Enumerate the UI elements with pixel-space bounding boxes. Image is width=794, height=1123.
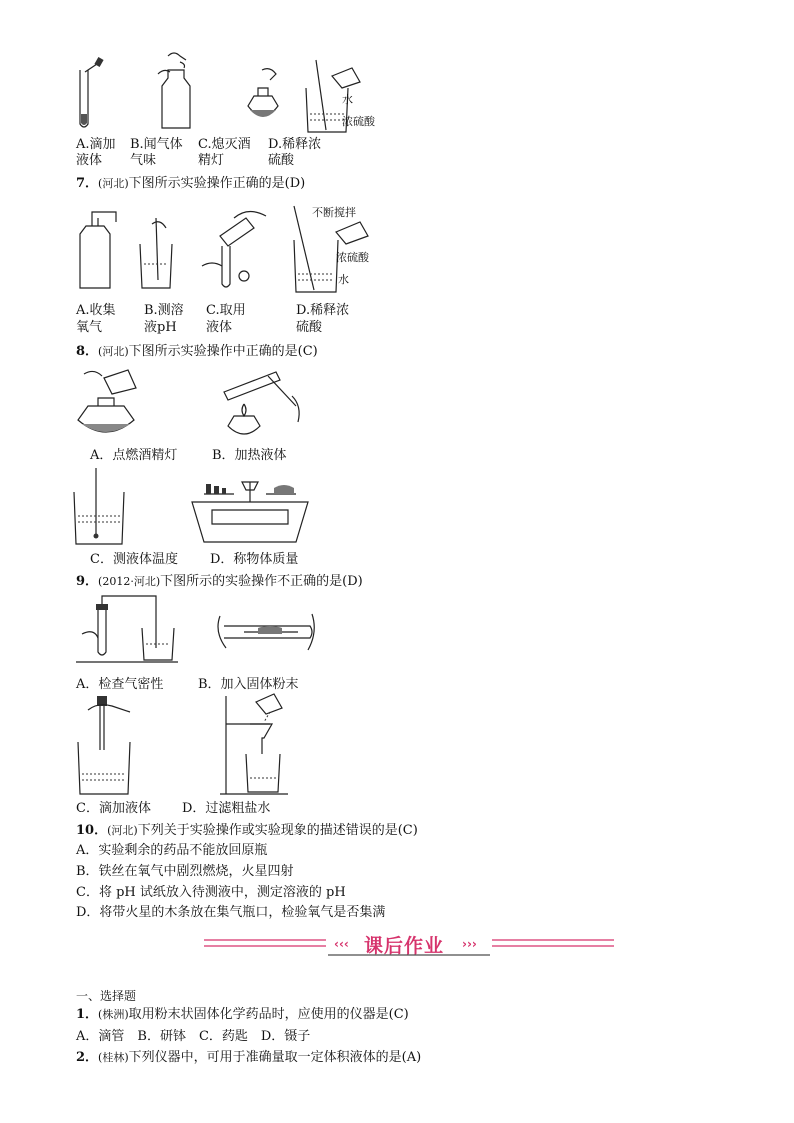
hw-question-1-options: A．滴管 B．研钵 C．药匙 D．镊子 [76, 1029, 311, 1044]
q7-figure-c-take-liquid [198, 206, 276, 292]
hw-question-1 [76, 1007, 409, 1023]
question-7-stem: 下图所示实验操作正确的是(D) [128, 176, 306, 191]
q10-option-c: C．将 pH 试纸放入待测液中，测定溶液的 pH [76, 885, 346, 900]
banner-title: 课后作业 [364, 935, 445, 957]
question-9-source: (2012·河北) [98, 575, 161, 588]
q9-option-b: B．加入固体粉末 [198, 677, 299, 692]
q9-option-c: C．滴加液体 [76, 801, 151, 816]
q7-label-acid: 浓硫酸 [336, 251, 369, 264]
q6-option-c-line2: 精灯 [198, 153, 225, 168]
q7-option-d-line2: 硫酸 [296, 320, 323, 335]
hw-question-1-number: 1． [76, 1007, 99, 1022]
q7-label-stir: 不断搅拌 [312, 206, 356, 219]
q8-option-c: C．测液体温度 [90, 552, 178, 567]
question-7 [76, 176, 305, 192]
question-7-number: 7． [76, 176, 99, 191]
question-8-number: 8． [76, 344, 99, 359]
q6-option-d-line2: 硫酸 [268, 153, 295, 168]
question-8-source: (河北) [98, 345, 129, 358]
question-8-stem: 下图所示实验操作中正确的是(C) [128, 344, 318, 359]
q7-label-water: 水 [338, 273, 349, 286]
q8-figure-a-light-lamp [74, 366, 144, 438]
q6-figure-a-dropper [70, 60, 110, 132]
q6-option-a-line2: 液体 [76, 153, 103, 168]
question-8 [76, 344, 318, 360]
q10-option-d: D．将带火星的木条放在集气瓶口，检验氧气是否集满 [76, 905, 386, 920]
q6-option-b-line2: 气味 [130, 153, 157, 168]
question-9-stem: 下图所示的实验操作不正确的是(D) [160, 574, 363, 589]
q6-option-a-line1: A.滴加 [76, 137, 116, 152]
question-7-source: (河北) [98, 177, 129, 190]
q7-figure-b-ph [136, 214, 176, 290]
svg-text:‹‹‹: ‹‹‹ [334, 937, 349, 951]
q10-option-a: A．实验剩余的药品不能放回原瓶 [76, 843, 268, 858]
hw-question-2-stem: 下列仪器中，可用于准确量取一定体积液体的是(A) [128, 1050, 422, 1065]
q9-figure-c-dropper [76, 694, 136, 798]
q6-label-water: 水 [342, 93, 353, 106]
q6-label-acid: 浓硫酸 [342, 115, 375, 128]
q6-option-c-line1: C.熄灭酒 [198, 137, 251, 152]
svg-text:›››: ››› [462, 937, 477, 951]
q7-option-a-line2: 氧气 [76, 320, 103, 335]
q9-figure-a-airtightness [76, 594, 180, 666]
question-9-number: 9． [76, 574, 99, 589]
question-10 [76, 823, 418, 839]
q8-figure-d-balance [188, 478, 312, 546]
hw-question-2 [76, 1050, 421, 1066]
q7-option-d-line1: D.稀释浓 [296, 303, 350, 318]
question-10-source: (河北) [107, 824, 138, 837]
q8-figure-b-heat-liquid [218, 366, 308, 442]
q8-option-b: B．加热液体 [212, 448, 287, 463]
q7-option-b-line2: 液pH [144, 320, 177, 335]
homework-banner [200, 928, 618, 958]
q9-option-a: A．检查气密性 [76, 677, 164, 692]
q10-option-b: B．铁丝在氧气中剧烈燃烧，火星四射 [76, 864, 294, 879]
q9-figure-d-filter [220, 694, 300, 798]
hw-question-1-stem: 取用粉末状固体化学药品时，应使用的仪器是(C) [128, 1007, 409, 1022]
question-10-number: 10． [76, 823, 108, 838]
section-heading: 一、选择题 [76, 989, 137, 1003]
q7-option-c-line2: 液体 [206, 320, 233, 335]
hw-question-2-number: 2． [76, 1050, 99, 1065]
q8-option-a: A．点燃酒精灯 [90, 448, 178, 463]
q6-figure-b-smell [150, 50, 200, 132]
q7-option-a-line1: A.收集 [76, 303, 116, 318]
q7-option-c-line1: C.取用 [206, 303, 246, 318]
q6-option-b-line1: B.闻气体 [130, 137, 183, 152]
q9-figure-b-add-powder [214, 604, 318, 658]
q9-option-d: D．过滤粗盐水 [182, 801, 271, 816]
hw-question-1-source: (株洲) [98, 1008, 129, 1021]
hw-question-2-source: (桂林) [98, 1051, 129, 1064]
q7-option-b-line1: B.测溶 [144, 303, 184, 318]
q6-figure-c-lamp [240, 66, 286, 132]
q7-figure-a-gas-bottle [76, 208, 122, 290]
q8-option-d: D．称物体质量 [210, 552, 299, 567]
question-9 [76, 574, 363, 590]
q6-option-d-line1: D.稀释浓 [268, 137, 322, 152]
question-10-stem: 下列关于实验操作或实验现象的描述错误的是(C) [137, 823, 418, 838]
q8-figure-c-thermometer [70, 466, 130, 546]
